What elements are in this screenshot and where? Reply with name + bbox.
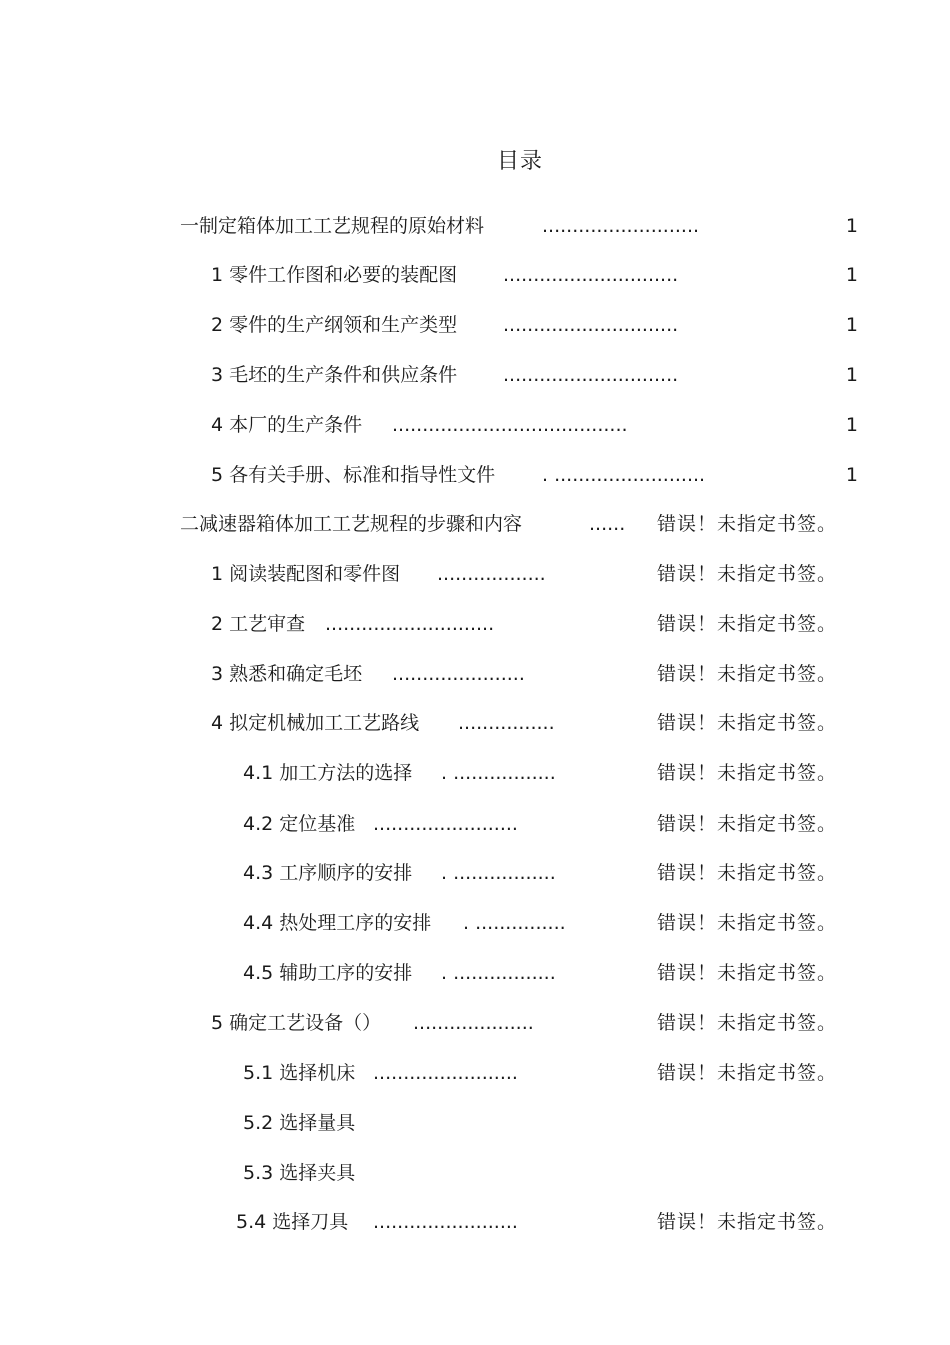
toc-entry-text: 4.5 辅助工序的安排 (243, 962, 413, 984)
toc-entry-page: 错误！未指定书签。 (657, 663, 838, 685)
toc-entry-page: 错误！未指定书签。 (657, 513, 838, 535)
toc-entry-dots: ............................ (325, 613, 495, 635)
toc-entry-text: 4.1 加工方法的选择 (243, 762, 413, 784)
toc-entry-text: 5 各有关手册、标准和指导性文件 (211, 464, 496, 486)
toc-entry-page: 错误！未指定书签。 (657, 712, 838, 734)
toc-entry-dots: .................. (437, 563, 546, 585)
toc-entry-page: 1 (845, 215, 858, 237)
toc-entry-page: 1 (845, 314, 858, 336)
toc-entry[interactable] (0, 1108, 950, 1138)
toc-entry-dots: ............................. (503, 364, 679, 386)
toc-entry-page: 1 (845, 464, 858, 486)
toc-entry-dots: . ................. (441, 862, 556, 884)
toc-entry-text: 5.4 选择刀具 (236, 1211, 349, 1233)
toc-entry[interactable] (0, 211, 950, 241)
toc-entry-text: 5.3 选择夹具 (243, 1162, 356, 1184)
toc-entry-text: 2 工艺审查 (211, 613, 306, 635)
toc-entry-dots: ........................ (373, 813, 518, 835)
toc-entry-text: 一制定箱体加工工艺规程的原始材料 (180, 215, 485, 237)
toc-entry[interactable] (0, 609, 950, 639)
toc-entry-dots: .................... (413, 1012, 534, 1034)
toc-entry-page: 错误！未指定书签。 (657, 762, 838, 784)
toc-entry[interactable] (0, 360, 950, 390)
toc-entry[interactable] (0, 758, 950, 788)
toc-entry[interactable] (0, 460, 950, 490)
toc-entry-text: 4 本厂的生产条件 (211, 414, 363, 436)
toc-entry-dots: ................ (458, 712, 555, 734)
toc-entry[interactable] (0, 1207, 950, 1237)
toc-entry-text: 二减速器箱体加工工艺规程的步骤和内容 (180, 513, 523, 535)
toc-entry-dots: . ............... (463, 912, 566, 934)
toc-entry-page: 错误！未指定书签。 (657, 813, 838, 835)
toc-entry[interactable] (0, 858, 950, 888)
toc-entry-page: 1 (845, 414, 858, 436)
toc-entry[interactable] (0, 908, 950, 938)
toc-entry-page: 错误！未指定书签。 (657, 1012, 838, 1034)
toc-entry[interactable] (0, 559, 950, 589)
toc-entry-dots: ...... (589, 513, 626, 535)
toc-entry[interactable] (0, 708, 950, 738)
toc-entry[interactable] (0, 1058, 950, 1088)
toc-entry-text: 5.1 选择机床 (243, 1062, 356, 1084)
toc-entry-page: 错误！未指定书签。 (657, 1062, 838, 1084)
toc-entry[interactable] (0, 310, 950, 340)
toc-entry[interactable] (0, 659, 950, 689)
toc-entry[interactable] (0, 509, 950, 539)
toc-entry-text: 3 毛坯的生产条件和供应条件 (211, 364, 458, 386)
toc-entry-page: 错误！未指定书签。 (657, 862, 838, 884)
toc-entry[interactable] (0, 958, 950, 988)
toc-title: 目录 (496, 149, 543, 174)
toc-entry-text: 1 零件工作图和必要的装配图 (211, 264, 458, 286)
toc-entry-dots: ........................ (373, 1211, 518, 1233)
toc-entry-page: 错误！未指定书签。 (657, 563, 838, 585)
toc-entry-text: 4 拟定机械加工工艺路线 (211, 712, 420, 734)
toc-entry-dots: ...................... (392, 663, 525, 685)
toc-entry[interactable] (0, 1158, 950, 1188)
toc-entry-text: 4.4 热处理工序的安排 (243, 912, 432, 934)
toc-entry-dots: . ......................... (542, 464, 706, 486)
toc-entry-page: 错误！未指定书签。 (657, 1211, 838, 1233)
toc-entry-text: 4.2 定位基准 (243, 813, 356, 835)
toc-entry-text: 5 确定工艺设备（） (211, 1012, 382, 1034)
toc-entry-dots: .......................... (542, 215, 700, 237)
toc-entry[interactable] (0, 410, 950, 440)
toc-entry-dots: . ................. (441, 762, 556, 784)
toc-entry[interactable] (0, 809, 950, 839)
toc-entry-dots: ............................. (503, 264, 679, 286)
toc-entry[interactable] (0, 1008, 950, 1038)
toc-entry-page: 错误！未指定书签。 (657, 912, 838, 934)
toc-entry-text: 1 阅读装配图和零件图 (211, 563, 401, 585)
toc-entry-dots: . ................. (441, 962, 556, 984)
toc-entry-dots: ........................ (373, 1062, 518, 1084)
toc-entry-page: 错误！未指定书签。 (657, 962, 838, 984)
toc-entry-page: 1 (845, 264, 858, 286)
toc-entry-text: 4.3 工序顺序的安排 (243, 862, 413, 884)
toc-entry-dots: ............................. (503, 314, 679, 336)
toc-entry-page: 1 (845, 364, 858, 386)
toc-entry-text: 3 熟悉和确定毛坯 (211, 663, 363, 685)
toc-entry-text: 5.2 选择量具 (243, 1112, 356, 1134)
toc-entry[interactable] (0, 260, 950, 290)
toc-entry-page: 错误！未指定书签。 (657, 613, 838, 635)
toc-entry-text: 2 零件的生产纲领和生产类型 (211, 314, 458, 336)
toc-entry-dots: ....................................... (392, 414, 628, 436)
